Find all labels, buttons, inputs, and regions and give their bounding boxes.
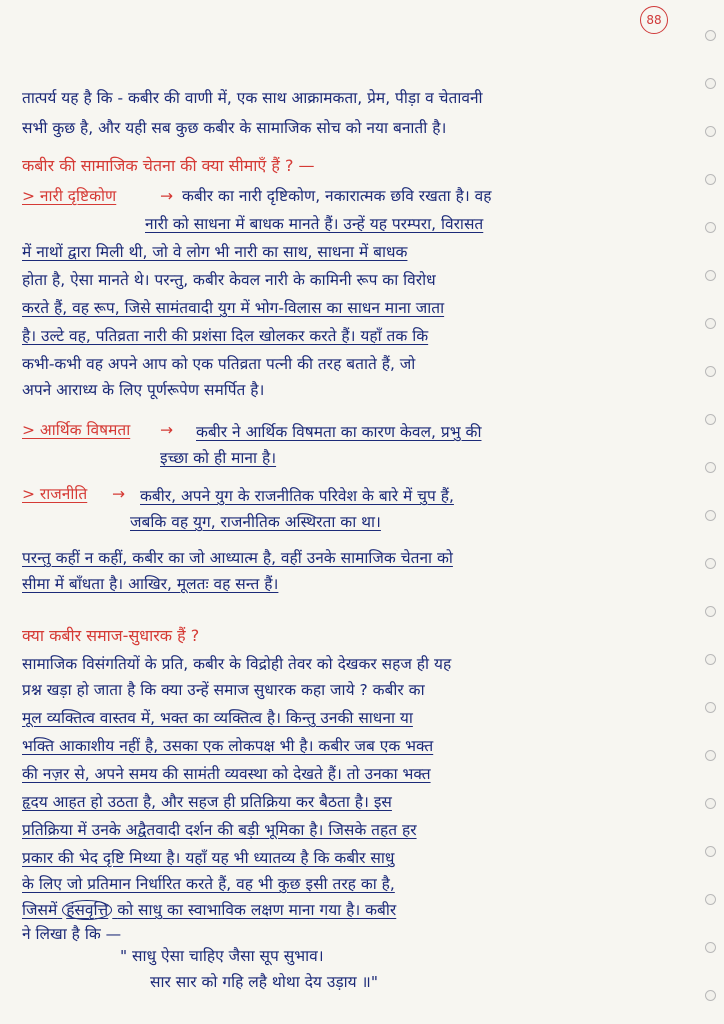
hansa-suffix: को साधु का स्वाभाविक लक्षण माना गया है। कबीर <box>117 901 397 919</box>
punch-hole-icon <box>705 702 716 713</box>
hansa-prefix: जिसमें <box>22 901 58 919</box>
punch-hole-icon <box>705 606 716 617</box>
hansa-word: हंसवृत्ति <box>62 900 112 920</box>
text-line: नारी को साधना में बाधक मानते हैं। उन्हें यह परम्परा, विरासत <box>145 215 484 233</box>
text-line: होता है, ऐसा मानते थे। परन्तु, कबीर केवल नारी के कामिनी रूप का विरोध <box>22 271 436 289</box>
punch-hole-icon <box>705 78 716 89</box>
punch-hole-icon <box>705 270 716 281</box>
text-line: ने लिखा है कि — <box>22 925 122 943</box>
nari-label: > नारी दृष्टिकोण <box>22 187 117 205</box>
text-line: कभी-कभी वह अपने आप को एक पतिव्रता पत्नी की तरह बताते हैं, जो <box>22 355 416 373</box>
text-line: अपने आराध्य के लिए पूर्णरूपेण समर्पित है। <box>22 381 265 399</box>
punch-hole-icon <box>705 510 716 521</box>
text-line: प्रकार की भेद दृष्टि मिथ्या है। यहाँ यह भी ध्यातव्य है कि कबीर साधु <box>22 849 395 867</box>
text-line: हृदय आहत हो उठता है, और सहज ही प्रतिक्रिया कर बैठता है। इस <box>22 793 392 811</box>
text-line: है। उल्टे वह, पतिव्रता नारी की प्रशंसा दिल खोलकर करते हैं। यहाँ तक कि <box>22 327 429 345</box>
text-line: की नज़र से, अपने समय की सामंती व्यवस्था को देखते हैं। तो उनका भक्त <box>22 765 431 783</box>
arrow-icon: → <box>160 421 173 439</box>
punch-hole-icon <box>705 558 716 569</box>
text-line: कबीर, अपने युग के राजनीतिक परिवेश के बारे में चुप हैं, <box>140 487 454 505</box>
text-line-hansa <box>22 900 396 920</box>
text-line: सभी कुछ है, और यही सब कुछ कबीर के सामाजिक सोच को नया बनाती है। <box>22 119 447 137</box>
text-line: परन्तु कहीं न कहीं, कबीर का जो आध्यात्म है, वहीं उनके सामाजिक चेतना को <box>22 549 453 567</box>
punch-hole-icon <box>705 30 716 41</box>
text-line: सामाजिक विसंगतियों के प्रति, कबीर के विद्रोही तेवर को देखकर सहज ही यह <box>22 655 452 673</box>
text-line: प्रतिक्रिया में उनके अद्वैतवादी दर्शन की बड़ी भूमिका है। जिसके तहत हर <box>22 821 417 839</box>
punch-hole-icon <box>705 366 716 377</box>
punch-hole-icon <box>705 846 716 857</box>
text-line: भक्ति आकाशीय नहीं है, उसका एक लोकपक्ष भी है। कबीर जब एक भक्त <box>22 737 434 755</box>
arthik-label: > आर्थिक विषमता <box>22 421 131 439</box>
punch-hole-icon <box>705 750 716 761</box>
text-line: जबकि वह युग, राजनीतिक अस्थिरता का था। <box>130 513 381 531</box>
punch-hole-icon <box>705 318 716 329</box>
text-line: इच्छा को ही माना है। <box>160 449 277 467</box>
doha-line: सार सार को गहि लहै थोथा देय उड़ाय ॥" <box>150 973 378 991</box>
punch-hole-icon <box>705 894 716 905</box>
text-line: कबीर ने आर्थिक विषमता का कारण केवल, प्रभु की <box>196 423 482 441</box>
punch-holes <box>704 0 716 1024</box>
rajniti-label: > राजनीति <box>22 485 88 503</box>
section-heading-reformer: क्या कबीर समाज-सुधारक हैं ? <box>22 626 200 645</box>
text-line: मूल व्यक्तित्व वास्तव में, भक्त का व्यक्तित्व है। किन्तु उनकी साधना या <box>22 709 413 727</box>
punch-hole-icon <box>705 798 716 809</box>
punch-hole-icon <box>705 174 716 185</box>
text-line: के लिए जो प्रतिमान निर्धारित करते हैं, वह भी कुछ इसी तरह का है, <box>22 875 395 893</box>
page-number: 88 <box>640 6 668 34</box>
punch-hole-icon <box>705 942 716 953</box>
arrow-icon: → <box>112 485 125 503</box>
punch-hole-icon <box>705 654 716 665</box>
punch-hole-icon <box>705 222 716 233</box>
text-line: करते हैं, वह रूप, जिसे सामंतवादी युग में भोग-विलास का साधन माना जाता <box>22 299 445 317</box>
section-heading-limits: कबीर की सामाजिक चेतना की क्या सीमाएँ हैं ? — <box>22 156 315 175</box>
punch-hole-icon <box>705 126 716 137</box>
text-line: सीमा में बाँधता है। आखिर, मूलतः वह सन्त हैं। <box>22 575 279 593</box>
punch-hole-icon <box>705 414 716 425</box>
arrow-icon: → <box>160 187 173 205</box>
text-line: प्रश्न खड़ा हो जाता है कि क्या उन्हें समाज सुधारक कहा जाये ? कबीर का <box>22 681 425 699</box>
punch-hole-icon <box>705 462 716 473</box>
doha-line: " साधु ऐसा चाहिए जैसा सूप सुभाव। <box>120 947 324 965</box>
punch-hole-icon <box>705 990 716 1001</box>
text-line: में नाथों द्वारा मिली थी, जो वे लोग भी नारी का साथ, साधना में बाधक <box>22 243 408 261</box>
text-line: तात्पर्य यह है कि - कबीर की वाणी में, एक साथ आक्रामकता, प्रेम, पीड़ा व चेतावनी <box>22 89 483 107</box>
text-line: कबीर का नारी दृष्टिकोण, नकारात्मक छवि रखता है। वह <box>182 187 492 205</box>
